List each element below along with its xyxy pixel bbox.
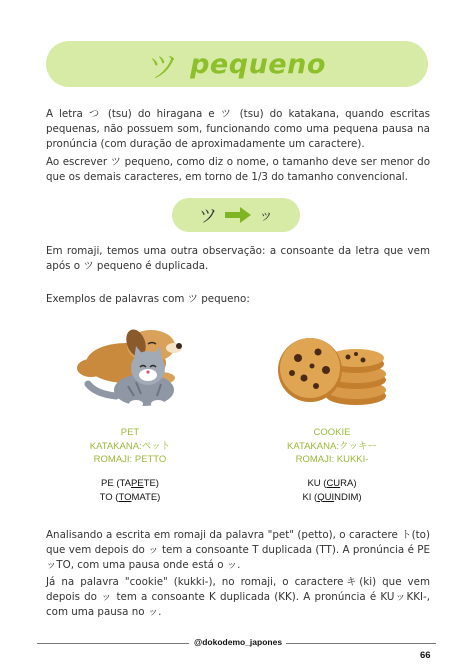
analysis-pet-paragraph: Analisando a escrita em romaji da palavra "pet" (petto), o caractere ト(to) que vem depois do ッ tem a consoante T duplicada (TT). A pronúncia é PEッTO, com uma pausa onde está o ッ. (46, 529, 430, 571)
cookie-word: COOKIE (313, 427, 351, 438)
pron-text: NDIM) (334, 491, 362, 503)
cookie-caption (242, 426, 422, 467)
dog-and-cat-illustration (66, 318, 206, 418)
pron-underlined: TO (118, 491, 132, 503)
footer-divider-left (37, 643, 189, 644)
large-tsu: ツ (199, 206, 217, 227)
analysis-cookie-paragraph: Já na palavra "cookie" (kukki-), no romaji, o caractereキ(ki) que vem depois do ッ tem a consoante K duplicada (KK). A pronúncia é KUッKKI-, com uma pausa no ッ. (46, 576, 430, 618)
cookie-pronunciation (242, 477, 422, 504)
pron-underlined: QUI (317, 491, 335, 503)
pet-caption (40, 426, 220, 467)
footer-divider-right (286, 643, 436, 644)
pron-text: TO ( (99, 491, 119, 503)
pet-pron-line-1 (40, 477, 220, 491)
pron-text: KI ( (302, 491, 318, 503)
pron-text: MATE) (131, 491, 161, 503)
pron-underlined: CU (326, 478, 341, 489)
pron-underlined: PE (130, 478, 144, 489)
size-paragraph: Ao escrever ツ pequeno, como diz o nome, o tamanho deve ser menor do que os demais caracteres, em torno de 1/3 do tamanho convencional. (46, 156, 430, 183)
title-kana: ツ (148, 50, 179, 85)
pron-text: RA) (340, 478, 357, 489)
cookie-pron-line-2 (242, 491, 422, 505)
pron-text: TE) (143, 478, 159, 489)
pron-text: KU ( (307, 478, 327, 489)
intro-paragraph: A letra つ (tsu) do hiragana e ツ (tsu) do katakana, quando escritas pequenas, não possuem som, funcionando como uma pequena pausa na pronúncia (com duração de aproximadamente um caractere). (46, 108, 430, 150)
cookie-romaji: ROMAJI: KUKKI- (295, 454, 369, 465)
pet-romaji: ROMAJI: PETTO (93, 454, 167, 465)
cookies-illustration (268, 318, 398, 418)
conversion-badge (172, 198, 300, 232)
examples-heading: Exemplos de palavras com ツ pequeno: (46, 293, 250, 305)
romaji-paragraph: Em romaji, temos uma outra observação: a consoante da letra que vem após o ツ pequeno é duplicada. (46, 245, 430, 272)
pet-pron-line-2 (40, 491, 220, 505)
title-word: pequeno (190, 48, 326, 80)
pet-word: PET (120, 427, 140, 438)
page-number: 66 (420, 650, 431, 661)
small-tsu: ッ (259, 208, 273, 224)
pet-pronunciation (40, 477, 220, 504)
pet-katakana: KATAKANA:ペット (89, 440, 171, 452)
title-banner (46, 41, 428, 87)
footer-handle: @dokodemo_japones (193, 637, 283, 647)
right-arrow-icon (225, 207, 251, 223)
cookie-pron-line-1 (242, 477, 422, 491)
cookie-katakana: KATAKANA:クッキー (287, 440, 377, 452)
pron-text: PE (TA (101, 478, 131, 489)
